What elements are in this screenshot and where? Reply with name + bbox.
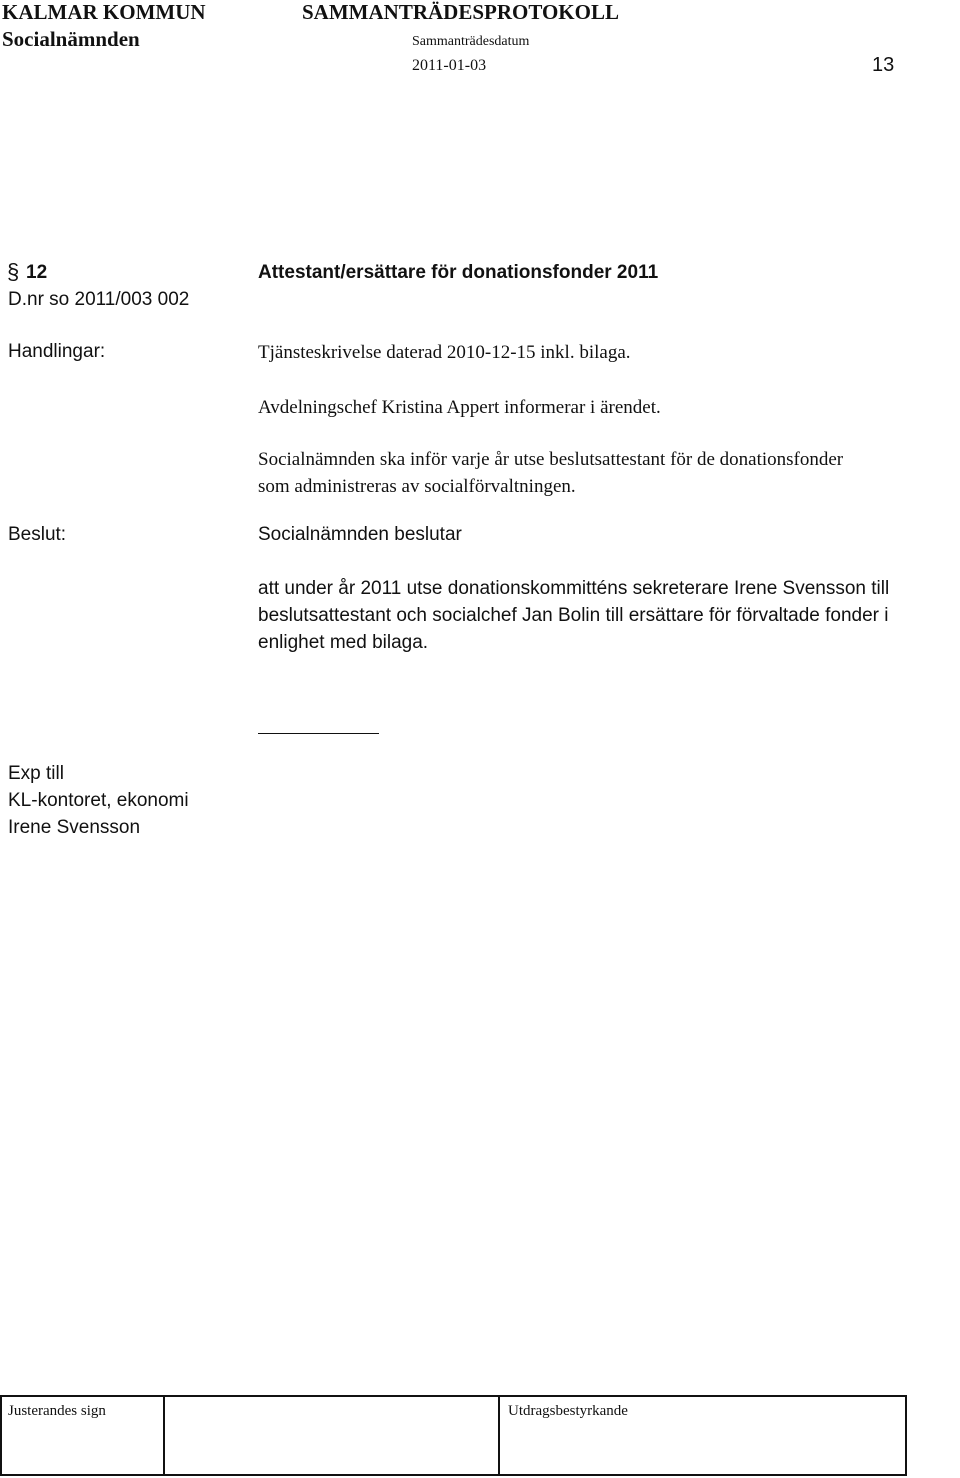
document-type: SAMMANTRÄDESPROTOKOLL	[302, 0, 619, 24]
distribution-heading: Exp till	[8, 763, 64, 784]
certified-copy-cell	[500, 1397, 905, 1474]
decision-intro: Socialnämnden beslutar	[258, 524, 462, 545]
committee-name: Socialnämnden	[2, 27, 140, 51]
documents-label: Handlingar:	[8, 341, 106, 362]
signature-footer	[0, 1395, 907, 1476]
item-title: Attestant/ersättare för donationsfonder 2011	[258, 262, 659, 283]
decision-line-2: beslutsattestant och socialchef Jan Bolin till ersättare för förvaltade fonder i	[258, 605, 889, 626]
distribution-recipient: Irene Svensson	[8, 817, 141, 838]
adjuster-sign-cell	[2, 1397, 165, 1474]
certified-copy-label: Utdragsbestyrkande	[508, 1403, 628, 1419]
documents-text: Tjänsteskrivelse daterad 2010-12-15 inkl. bilaga.	[258, 342, 631, 363]
section-symbol: §	[7, 259, 20, 284]
municipality-name: KALMAR KOMMUN	[2, 0, 206, 24]
adjuster-sign-blank	[165, 1397, 500, 1474]
background-line-2: som administreras av socialförvaltningen.	[258, 476, 576, 497]
decision-line-3: enlighet med bilaga.	[258, 632, 429, 653]
decision-line-1: att under år 2011 utse donationskommitténs sekreterare Irene Svensson till	[258, 578, 890, 599]
informant-text: Avdelningschef Kristina Appert informerar i ärendet.	[258, 397, 661, 418]
adjuster-sign-label: Justerandes sign	[8, 1403, 106, 1419]
distribution-recipient: KL-kontoret, ekonomi	[8, 790, 189, 811]
date-label: Sammanträdesdatum	[412, 34, 530, 49]
item-number: 12	[26, 262, 48, 283]
diary-number: D.nr so 2011/003 002	[8, 289, 190, 310]
meeting-date: 2011-01-03	[412, 57, 487, 74]
page-number: 13	[872, 54, 895, 76]
decision-label: Beslut:	[8, 524, 67, 545]
background-line-1: Socialnämnden ska inför varje år utse beslutsattestant för de donationsfonder	[258, 449, 844, 470]
separator-line	[258, 733, 379, 734]
